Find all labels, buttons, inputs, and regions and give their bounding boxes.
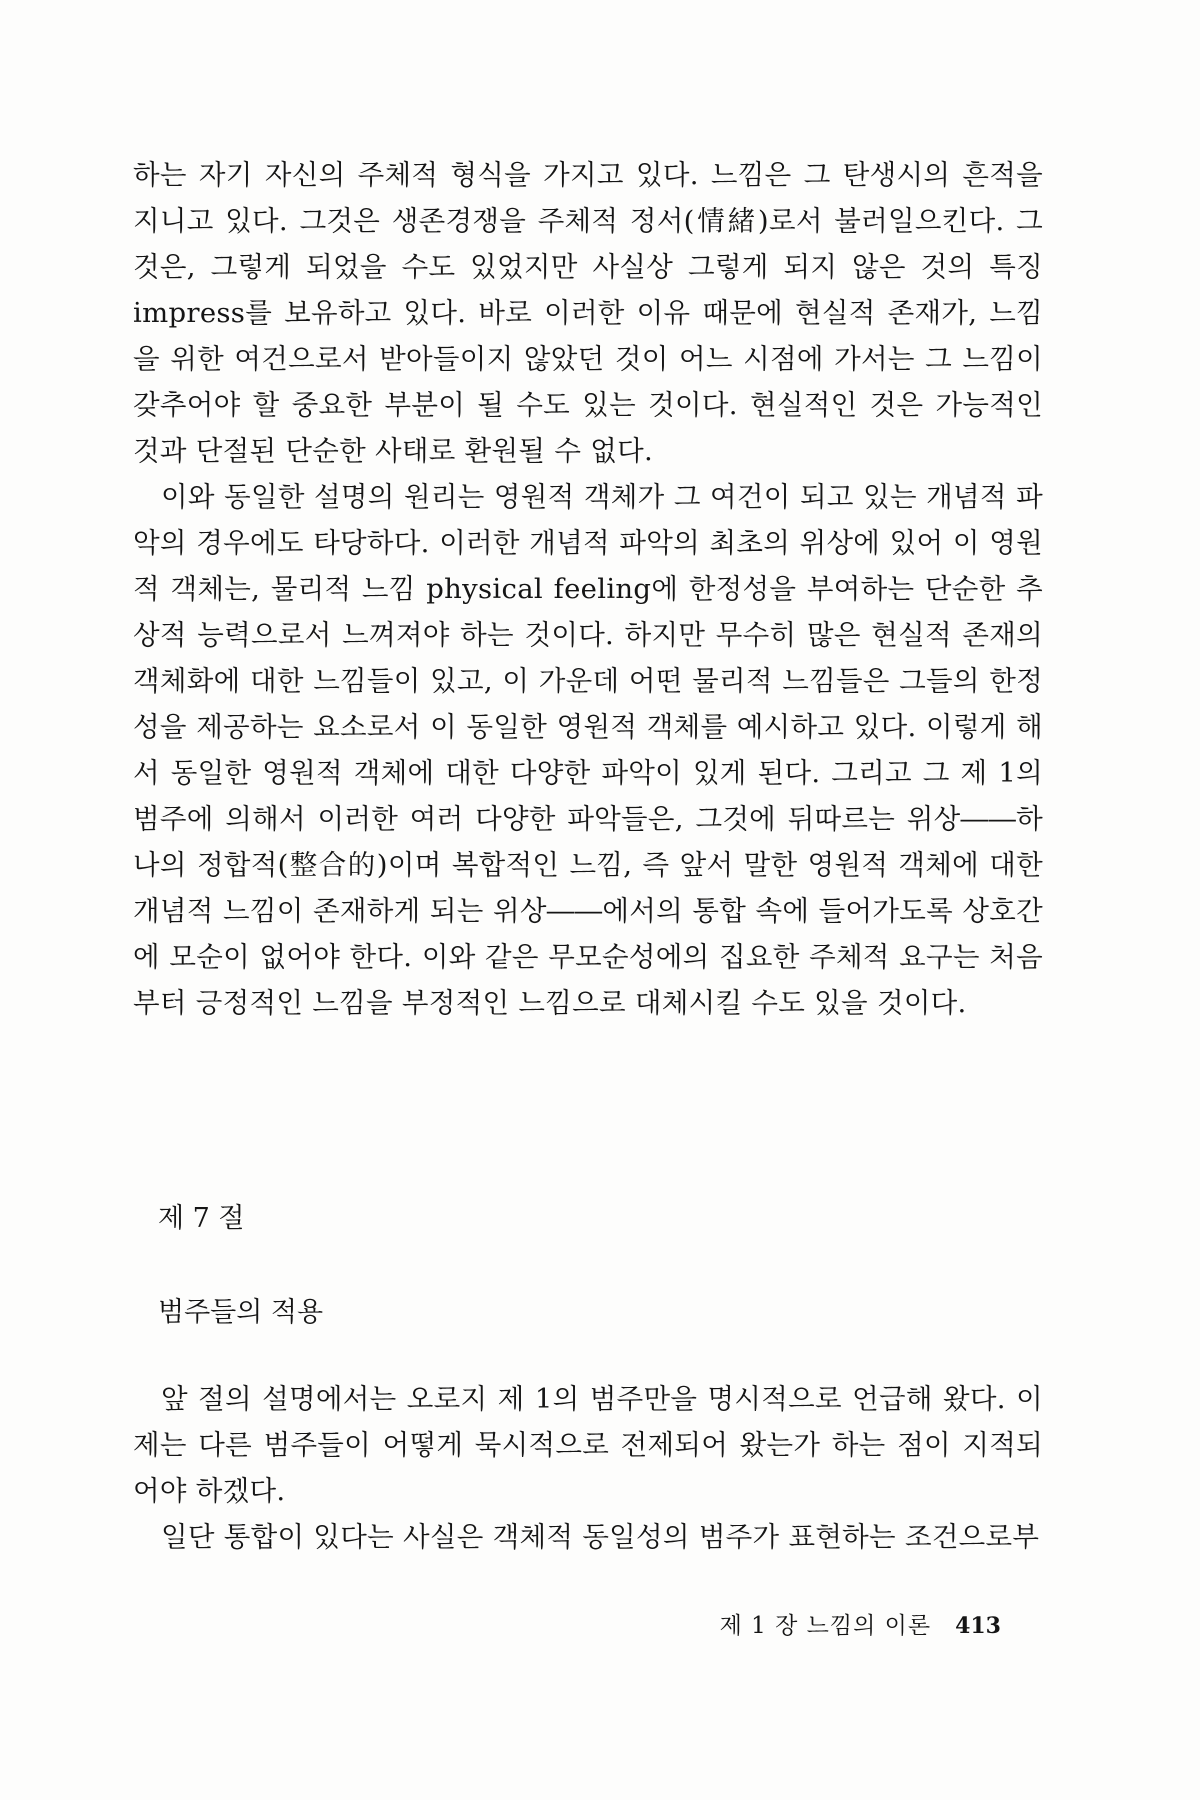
section-number: 제 7 절	[158, 1203, 245, 1234]
section-paragraph-1: 앞 절의 설명에서는 오로지 제 1의 범주만을 명시적으로 언급해 왔다. 이제는 다른 범주들이 어떻게 묵시적으로 전제되어 왔는가 하는 점이 지적되어야 하겠다.	[133, 1383, 1043, 1507]
body-text	[133, 152, 1043, 1026]
section-paragraph-2: 일단 통합이 있다는 사실은 객체적 동일성의 범주가 표현하는 조건으로부	[161, 1521, 1040, 1553]
section-title: 범주들의 적용	[158, 1297, 324, 1328]
body-paragraph-1: 하는 자기 자신의 주체적 형식을 가지고 있다. 느낌은 그 탄생시의 흔적을 지니고 있다. 그것은 생존경쟁을 주체적 정서(情緒)로서 불러일으킨다. 그것은, 그렇게 되었을 수도 있었지만 사실상 그렇게 되지 않은 것의 특징 impress를 보유하고 있다. 바로 이러한 이유 때문에 현실적 존재가, 느낌을 위한 여건으로서 받아들이지 않았던 것이 어느 시점에 가서는 그 느낌이 갖추어야 할 중요한 부분이 될 수도 있는 것이다. 현실적인 것은 가능적인 것과 단절된 단순한 사태로 환원될 수 없다.	[133, 159, 1043, 467]
page-number: 413	[955, 1613, 1001, 1639]
section-body-text	[133, 1376, 1043, 1560]
running-footer	[720, 1607, 1001, 1640]
chapter-title: 제 1 장 느낌의 이론	[719, 1613, 932, 1639]
body-paragraph-2: 이와 동일한 설명의 원리는 영원적 객체가 그 여건이 되고 있는 개념적 파악의 경우에도 타당하다. 이러한 개념적 파악의 최초의 위상에 있어 이 영원적 객체는, 물리적 느낌 physical feeling에 한정성을 부여하는 단순한 추상적 능력으로서 느껴져야 하는 것이다. 하지만 무수히 많은 현실적 존재의 객체화에 대한 느낌들이 있고, 이 가운데 어떤 물리적 느낌들은 그들의 한정성을 제공하는 요소로서 이 동일한 영원적 객체를 예시하고 있다. 이렇게 해서 동일한 영원적 객체에 대한 다양한 파악이 있게 된다. 그리고 그 제 1의 범주에 의해서 이러한 여러 다양한 파악들은, 그것에 뒤따르는 위상――하나의 정합적(整合的)이며 복합적인 느낌, 즉 앞서 말한 영원적 객체에 대한 개념적 느낌이 존재하게 되는 위상――에서의 통합 속에 들어가도록 상호간에 모순이 없어야 한다. 이와 같은 무모순성에의 집요한 주체적 요구는 처음부터 긍정적인 느낌을 부정적인 느낌으로 대체시킬 수도 있을 것이다.	[133, 481, 1043, 1019]
